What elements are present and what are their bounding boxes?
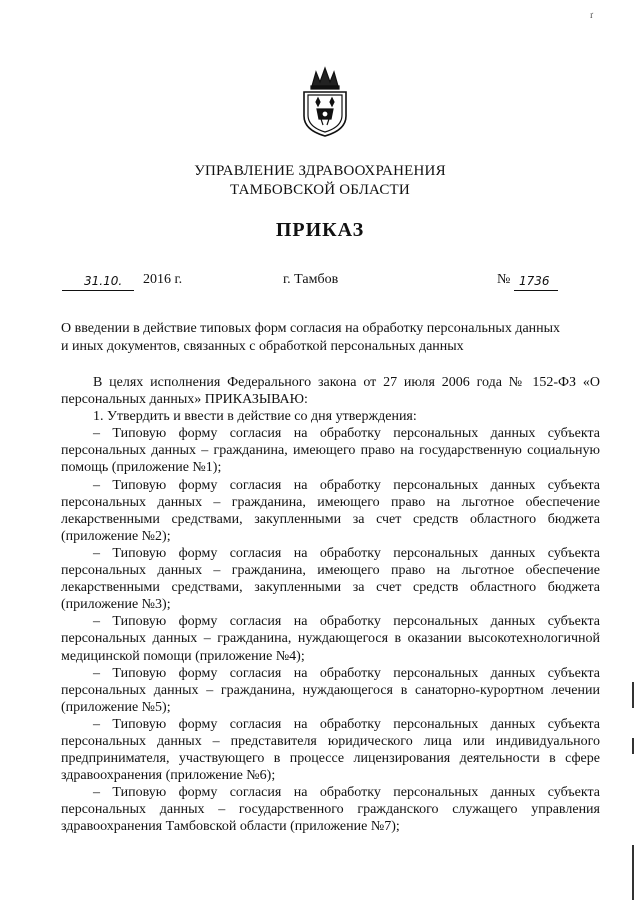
org-name-line2: ТАМБОВСКОЙ ОБЛАСТИ [230, 182, 410, 198]
bullet-appendix-2: – Типовую форму согласия на обработку персональных данных субъекта персональных данных – гражданина, имеющего право на льготное обеспечение лекарственными средствами, закупленными за счет средств областного бюджета (приложение №2); [61, 477, 600, 544]
order-subject [61, 320, 601, 356]
coat-of-arms-emblem [298, 64, 352, 138]
item-1: 1. Утвердить и ввести в действие со дня утверждения: [93, 409, 417, 425]
order-number-prefix: № [497, 272, 511, 287]
scan-edge-mark [632, 845, 634, 900]
subject-line-2: и иных документов, связанных с обработкой персональных данных [61, 339, 464, 354]
bullet-appendix-1: – Типовую форму согласия на обработку персональных данных субъекта персональных данных – гражданина, имеющего право на государственную социальную помощь (приложение №1); [61, 426, 600, 476]
scan-edge-mark [632, 738, 634, 754]
bullet-appendix-3: – Типовую форму согласия на обработку персональных данных субъекта персональных данных – гражданина, имеющего право на льготное обеспечение лекарственными средствами, закупленными за счет средств областного бюджета (приложение №3); [61, 545, 600, 613]
order-year: 2016 г. [143, 272, 183, 287]
date-underline [62, 290, 134, 291]
bullet-appendix-5: – Типовую форму согласия на обработку персональных данных субъекта персональных данных – гражданина, нуждающегося в санаторно-курортном лечении (приложение №5); [61, 665, 600, 715]
org-name-line1: УПРАВЛЕНИЕ ЗДРАВООХРАНЕНИЯ [194, 163, 446, 179]
order-date-handwritten: 31.10. [84, 274, 123, 288]
scan-edge-mark [632, 682, 634, 708]
subject-line-1: О введении в действие типовых форм согласия на обработку персональных данных [61, 321, 561, 336]
bullet-appendix-7: – Типовую форму согласия на обработку персональных данных субъекта персональных данных – государственного гражданского служащего управления здравоохранения Тамбовской области (приложение №7); [61, 785, 600, 835]
preamble-paragraph: В целях исполнения Федерального закона от 27 июля 2006 года № 152-ФЗ «О персональных данных» ПРИКАЗЫВАЮ: [61, 375, 600, 408]
bullet-appendix-6: – Типовую форму согласия на обработку персональных данных субъекта персональных данных – представителя юридического лица или индивидуального предпринимателя, участвующего в процессе лицензирования деятельности в сфере здравоохранения (приложение №6); [61, 716, 600, 784]
document-title: ПРИКАЗ [275, 219, 365, 241]
bullet-appendix-4: – Типовую форму согласия на обработку персональных данных субъекта персональных данных – гражданина, нуждающегося в оказании высокотехнологичной медицинской помощи (приложение №4); [61, 614, 600, 664]
scan-mark: ґ [590, 10, 594, 20]
order-number-handwritten: 1736 [519, 274, 550, 288]
order-body [61, 374, 600, 836]
number-underline [514, 290, 558, 291]
order-place: г. Тамбов [283, 272, 339, 287]
